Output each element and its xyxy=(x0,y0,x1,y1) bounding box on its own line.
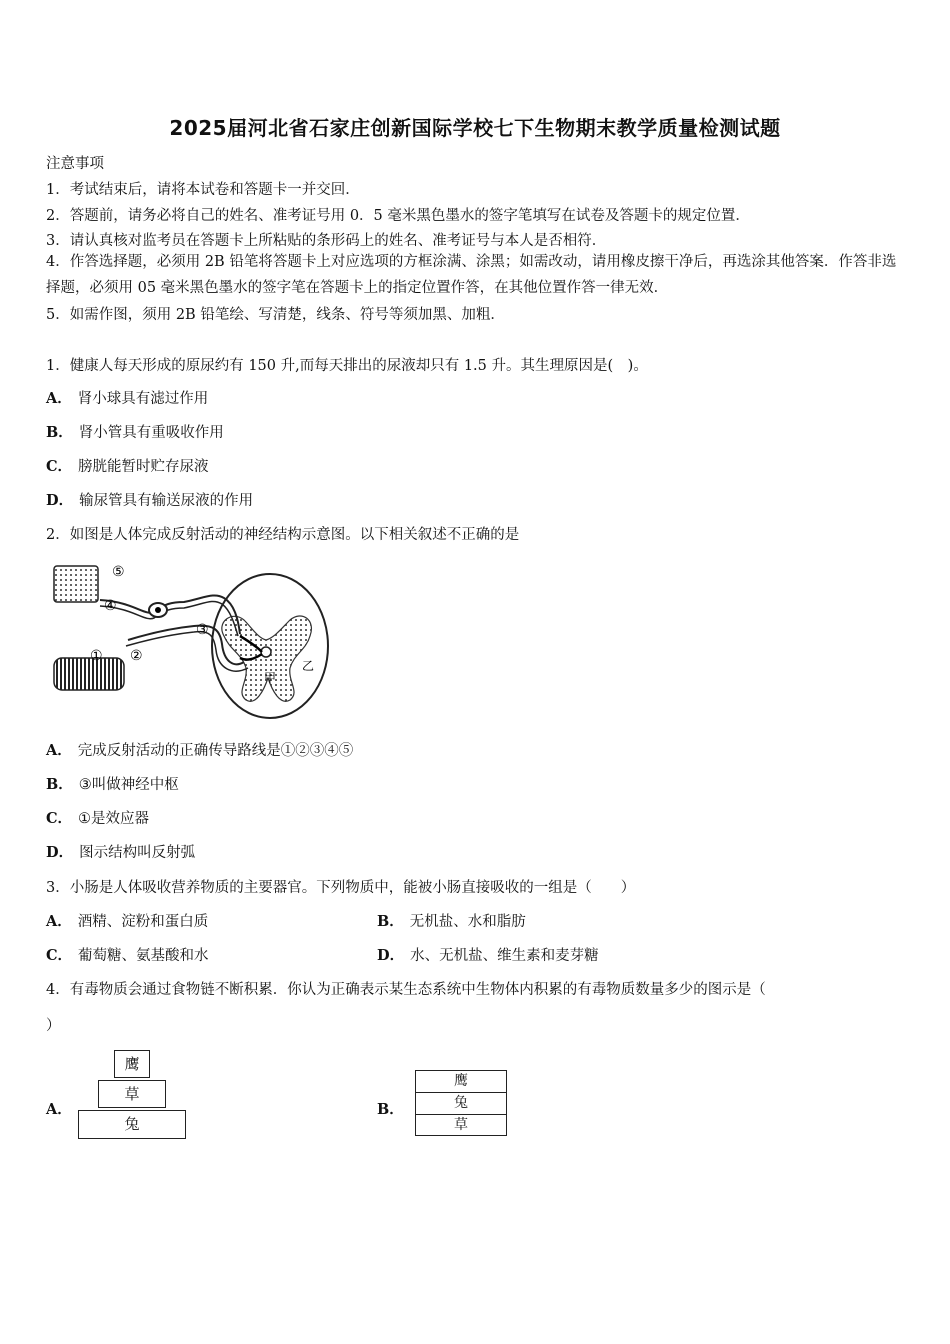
label-3: ③ xyxy=(196,622,209,638)
label-1: ① xyxy=(90,648,103,664)
option-label: B． xyxy=(46,776,73,793)
notice-item: 5．如需作图，须用 2B 铅笔绘、写清楚，线条、符号等须加黑、加粗． xyxy=(46,307,505,323)
notice-heading: 注意事项 xyxy=(46,156,104,172)
q4-option-b-label[interactable]: B． xyxy=(377,1101,404,1118)
option-text: 完成反射活动的正确传导路线是①②③④⑤ xyxy=(77,743,354,759)
notice-item: 2．答题前，请务必将自己的姓名、准考证号用 0．5 毫米黑色墨水的签字笔填写在试卷及答题卡的规定位置． xyxy=(46,208,750,224)
q1-option-c[interactable] xyxy=(46,455,209,476)
label-5: ⑤ xyxy=(112,564,125,580)
notice-item: 4．作答选择题，必须用 2B 铅笔将答题卡上对应选项的方框涂满、涂黑；如需改动，请用橡皮擦干净后，再选涂其他答案．作答非选择题，必须用 05 毫米黑色墨水的签字笔在答题卡上的指定位置作答，在其他位置作答一律无效． xyxy=(46,254,897,296)
option-label: A． xyxy=(46,390,72,407)
label-jia: 甲 xyxy=(264,671,277,685)
option-text: ①是效应器 xyxy=(78,811,150,827)
option-label: A． xyxy=(46,742,72,759)
q3-option-b[interactable] xyxy=(377,910,526,931)
option-label: C． xyxy=(46,458,73,475)
notice-item: 1．考试结束后，请将本试卷和答题卡一并交回． xyxy=(46,182,360,198)
option-text: ③叫做神经中枢 xyxy=(78,777,179,793)
option-label: C． xyxy=(46,810,73,827)
label-yi: 乙 xyxy=(302,659,315,673)
skin-receptor xyxy=(54,566,98,602)
question-4-stem: 4．有毒物质会通过食物链不断积累．你认为正确表示某生态系统中生物体内积累的有毒物质数量多少的图示是（ xyxy=(46,982,766,998)
question-1-stem: 1．健康人每天形成的原尿约有 150 升,而每天排出的尿液却只有 1.5 升。其生理原因是( )。 xyxy=(46,358,648,374)
q2-option-d[interactable] xyxy=(46,841,195,862)
pyramid-block-top: 鹰 xyxy=(114,1050,150,1078)
option-label: D． xyxy=(377,947,405,964)
reflex-arc-figure xyxy=(44,558,334,723)
q3-option-a[interactable] xyxy=(46,910,208,931)
option-text: 无机盐、水和脂肪 xyxy=(409,914,526,930)
q4-option-a-label[interactable]: A． xyxy=(46,1101,72,1118)
q3-option-c[interactable] xyxy=(46,944,209,965)
question-3-stem: 3．小肠是人体吸收营养物质的主要器官。下列物质中，能被小肠直接吸收的一组是（ ） xyxy=(46,880,636,896)
pyramid-block-middle: 草 xyxy=(98,1080,166,1108)
question-4-stem-cont: ） xyxy=(46,1018,61,1034)
option-label: D． xyxy=(46,492,74,509)
q4-option-b-stack[interactable] xyxy=(415,1070,507,1136)
option-label: B． xyxy=(46,424,73,441)
option-label: C． xyxy=(46,947,73,964)
question-2-stem: 2．如图是人体完成反射活动的神经结构示意图。以下相关叙述不正确的是 xyxy=(46,527,520,543)
q4-option-a-pyramid[interactable] xyxy=(78,1050,188,1140)
option-text: 酒精、淀粉和蛋白质 xyxy=(77,914,209,930)
q3-option-d[interactable] xyxy=(377,944,599,965)
q2-option-c[interactable] xyxy=(46,807,149,828)
q2-option-a[interactable] xyxy=(46,739,353,760)
option-text: 肾小球具有滤过作用 xyxy=(77,391,209,407)
muscle-effector xyxy=(54,658,124,690)
label-2: ② xyxy=(130,648,143,664)
q1-option-d[interactable] xyxy=(46,489,253,510)
option-text: 肾小管具有重吸收作用 xyxy=(78,425,224,441)
q2-option-b[interactable] xyxy=(46,773,179,794)
q1-option-a[interactable] xyxy=(46,387,208,408)
stack-block-bottom: 草 xyxy=(454,1117,468,1133)
option-label: D． xyxy=(46,844,74,861)
option-text: 葡萄糖、氨基酸和水 xyxy=(78,948,209,964)
stack-block-top: 鹰 xyxy=(416,1071,506,1093)
option-text: 水、无机盐、维生素和麦芽糖 xyxy=(410,948,599,964)
q1-option-b[interactable] xyxy=(46,421,224,442)
option-label: A． xyxy=(46,913,72,930)
option-text: 图示结构叫反射弧 xyxy=(79,845,196,861)
page-title: 2025届河北省石家庄创新国际学校七下生物期末教学质量检测试题 xyxy=(169,116,781,140)
option-text: 膀胱能暂时贮存尿液 xyxy=(78,459,209,475)
pyramid-block-bottom: 兔 xyxy=(78,1110,186,1139)
stack-block-middle: 兔 xyxy=(416,1093,506,1115)
label-4: ④ xyxy=(104,598,117,614)
option-text: 输尿管具有输送尿液的作用 xyxy=(79,493,254,509)
option-label: B． xyxy=(377,913,404,930)
notice-item: 3．请认真核对监考员在答题卡上所粘贴的条形码上的姓名、准考证号与本人是否相符． xyxy=(46,233,607,249)
